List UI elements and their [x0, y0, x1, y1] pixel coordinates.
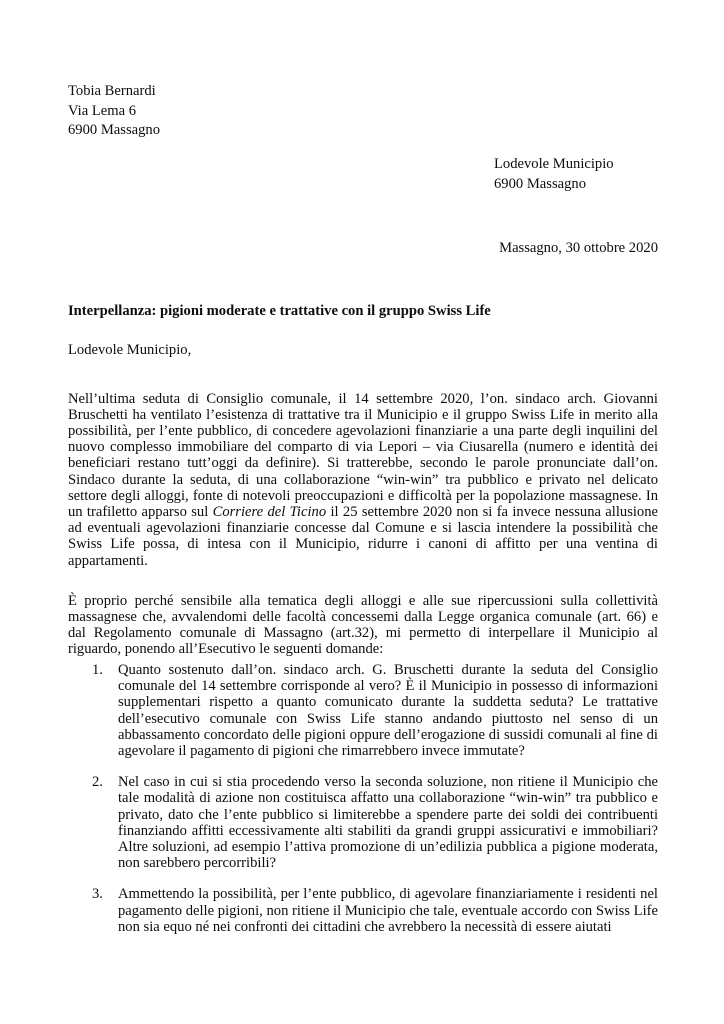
- salutation: Lodevole Municipio,: [68, 342, 192, 358]
- list-item: [68, 774, 658, 871]
- sender-city: 6900 Massagno: [68, 122, 161, 138]
- paragraph-1-text-part-1: Nell’ultima seduta di Consiglio comunale, il 14 settembre 2020, l’on. sindaco arch. Giovanni Bruschetti ha ventilato l’esistenza di trattative tra il Municipio e il gruppo Swiss Life in merito alla possibilità, per l’ente pubblico, di concedere agevolazioni finanziarie a una parte degli inquilini del nuovo complesso immobiliare del comparto di via Lepori – via Ciusarella (numero e identità dei beneficiari restano tutt’oggi da definire). Si tratterebbe, secondo le parole pronunciate dall’on. Sindaco durante la seduta, di una collaborazione “win-win” tra pubblico e privato nel delicato settore degli alloggi, fonte di notevoli preoccupazioni e difficoltà per la popolazione massagnese. In un trafiletto apparso sul: [68, 390, 658, 521]
- questions-list: [68, 662, 658, 950]
- sender-street: Via Lema 6: [68, 102, 137, 119]
- date-line: Massagno, 30 ottobre 2020: [499, 240, 658, 256]
- recipient-address-block: [494, 155, 724, 194]
- list-item-text: Nel caso in cui si stia procedendo verso la seconda soluzione, non ritiene il Municipio che tale modalità di azione non costituisca affatto una collaborazione “win-win” tra pubblico e privato, dato che l’ente pubblico si limiterebbe a spendere parte dei soldi dei contribuenti finanziando affitti eccessivamente alti stabiliti da grandi gruppi assicurativi e immobiliari? Altre soluzioni, ad esempio l’attiva promozione di un’edilizia pubblica a pigione moderata, non sarebbero percorribili?: [118, 774, 658, 872]
- newspaper-name-italic: Corriere del Ticino: [212, 504, 327, 521]
- list-item: [68, 662, 658, 759]
- list-item-marker: 1.: [92, 662, 103, 678]
- list-item: [68, 886, 658, 935]
- list-item-text: Ammettendo la possibilità, per l’ente pubblico, di agevolare finanziariamente i residenti nel pagamento delle pigioni, non ritiene il Municipio che tale, eventuale accordo con Swiss Life non sia equo né nei confronti dei cittadini che avrebbero la necessità di essere aiutati: [118, 886, 658, 935]
- recipient-name: Lodevole Municipio: [494, 156, 614, 172]
- body-paragraph-2: È proprio perché sensibile alla tematica degli alloggi e alle sue ripercussioni sulla collettività massagnese che, avvalendomi delle facoltà concessemi dalla Legge organica comunale (art. 66) e dal Regolamento comunale di Massagno (art.32), mi permetto di interpellare il Municipio al riguardo, ponendo all’Esecutivo le seguenti domande:: [68, 592, 658, 658]
- sender-name: Tobia Bernardi: [68, 83, 156, 99]
- list-item-text: Quanto sostenuto dall’on. sindaco arch. G. Bruschetti durante la seduta del Consiglio comunale del 14 settembre corrisponde al vero? È il Municipio in possesso di informazioni supplementari rispetto a quanto comunicato durante la suddetta seduta? Le trattative dell’esecutivo comunale con Swiss Life stanno andando piuttosto nel senso di un abbassamento concordato delle pigioni oppure dell’erogazione di sussidi comunali al fine di agevolare il pagamento di pigioni che rimarrebbero invece immutate?: [118, 662, 658, 760]
- sender-address-block: [68, 82, 368, 141]
- paragraph-1-text-part-2: il 25 settembre 2020 non si fa invece nessuna allusione ad eventuali agevolazioni finanziarie concesse dal Comune e si lascia intendere la possibilità che Swiss Life possa, di intesa con il Municipio, ridurre i canoni di affitto per una ventina di appartamenti.: [68, 504, 658, 569]
- recipient-city: 6900 Massagno: [494, 175, 587, 192]
- list-item-marker: 2.: [92, 774, 103, 791]
- list-item-marker: 3.: [92, 886, 103, 903]
- subject-line: Interpellanza: pigioni moderate e trattative con il gruppo Swiss Life: [68, 303, 491, 319]
- body-paragraph-1: [68, 391, 658, 569]
